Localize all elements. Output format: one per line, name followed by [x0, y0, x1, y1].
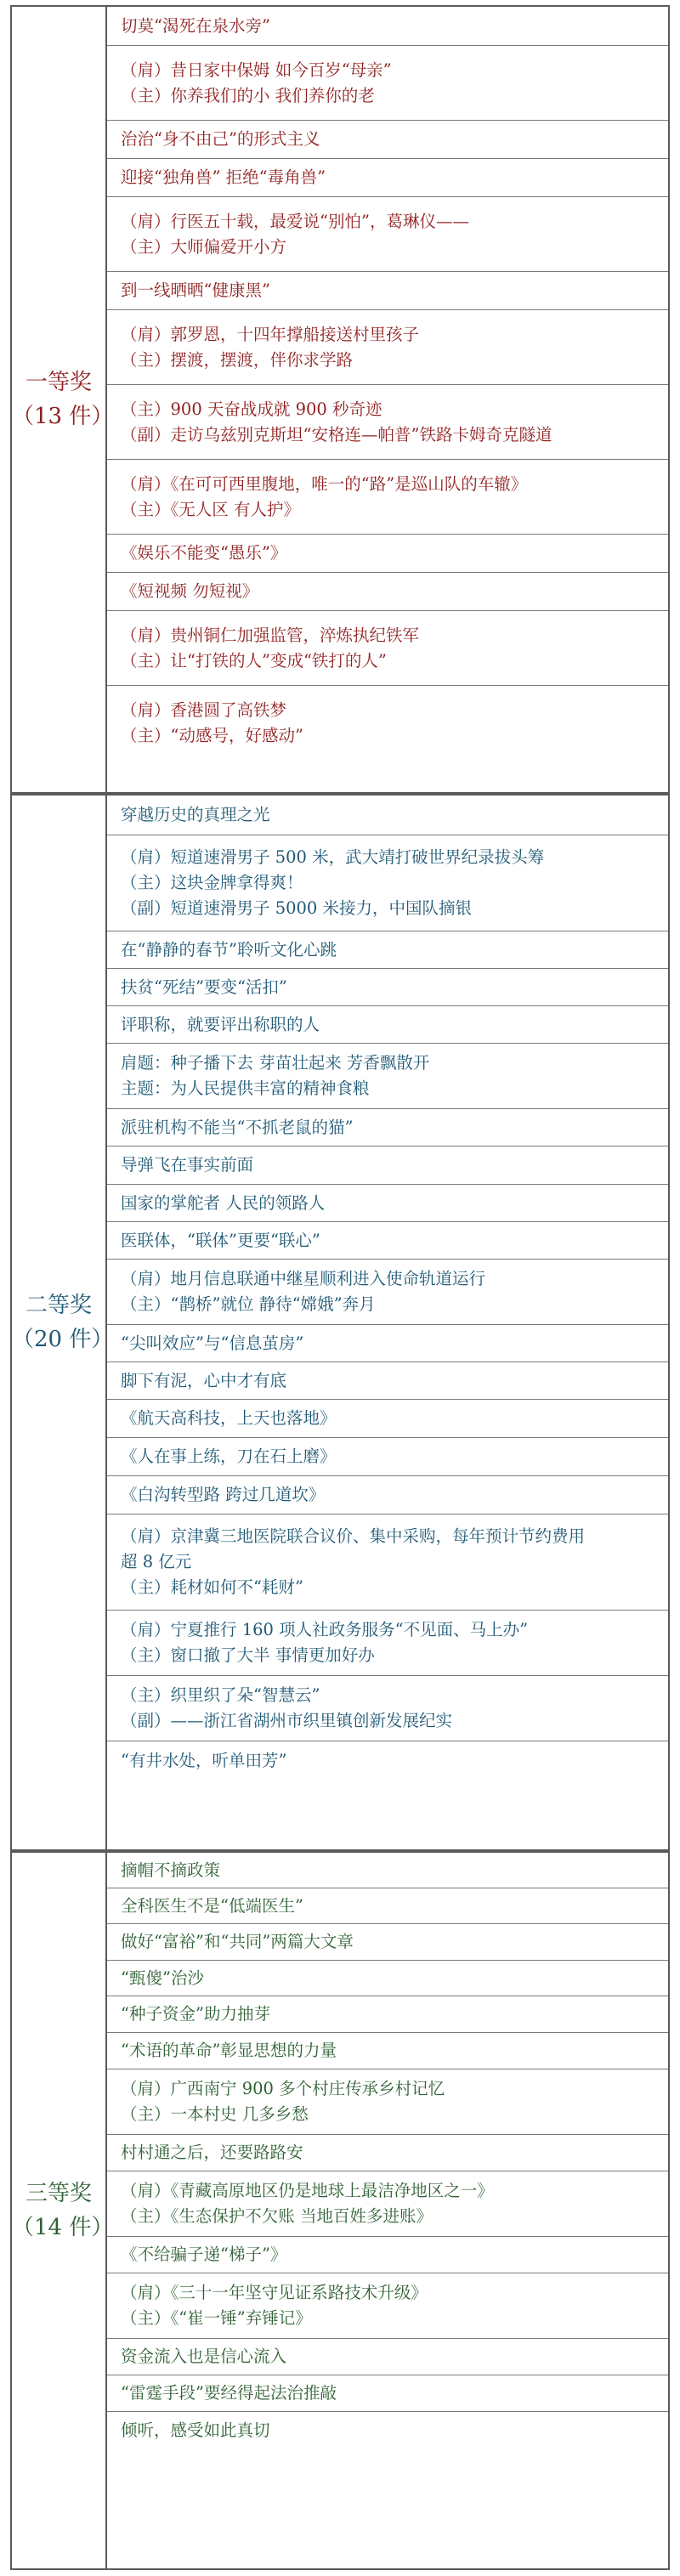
- entry-row: [107, 196, 668, 271]
- entry-row: [107, 685, 668, 760]
- entry-title-line: （主）一本村史 几多乡愁: [121, 2104, 309, 2124]
- entry-row: [107, 158, 668, 196]
- award-tier-name: 一等奖: [25, 370, 92, 395]
- award-tier-label: [12, 1853, 114, 2568]
- entry-title-line: 到一线晒晒“健康黑”: [121, 280, 270, 300]
- award-tier-name: 三等奖: [25, 2181, 92, 2206]
- entry-title-line: 《不给骗子递“梯子”》: [121, 2245, 287, 2264]
- award-tier-count: （13 件）: [12, 404, 114, 429]
- entry-title-line: 切莫“渴死在泉水旁”: [121, 15, 270, 36]
- entry-title-line: 导弹飞在事实前面: [121, 1155, 254, 1175]
- entry-row: [107, 1437, 668, 1475]
- entry-list: [107, 795, 668, 1849]
- entry-title-line: 迎接“独角兽” 拒绝“毒角兽”: [121, 167, 326, 187]
- award-tier-label: [12, 795, 114, 1849]
- award-section-second: [10, 794, 670, 1851]
- entry-title-line: （肩）短道速滑男子 500 米，武大靖打破世界纪录拔头筹: [121, 847, 545, 867]
- entry-title-line: （主）《生态保护不欠账 当地百姓多进账》: [121, 2206, 433, 2226]
- entry-title-line: “种子资金”助力抽芽: [121, 2004, 270, 2024]
- entry-list: [107, 7, 668, 792]
- entry-row: [107, 1043, 668, 1108]
- entry-row: [107, 534, 668, 572]
- entry-title-line: “甄傻”治沙: [121, 1967, 204, 1988]
- award-tier-count: （20 件）: [12, 1327, 114, 1352]
- entry-title-line: 《人在事上练，刀在石上磨》: [121, 1447, 337, 1466]
- entry-row: [107, 1399, 668, 1437]
- entry-title-line: （主）《“崔一锤”弃锤记》: [121, 2308, 312, 2328]
- entry-row: [107, 2069, 668, 2134]
- entry-row: [107, 835, 668, 931]
- entry-row: [107, 795, 668, 835]
- entry-row: [107, 1514, 668, 1610]
- entry-row: [107, 931, 668, 968]
- entry-row: [107, 271, 668, 309]
- entry-title-line: （副）走访乌兹别克斯坦“安格连—帕普”铁路卡姆奇克隧道: [121, 424, 552, 444]
- entry-row: [107, 1324, 668, 1362]
- entry-row: [107, 1610, 668, 1675]
- award-section-first: [10, 5, 670, 794]
- entry-title-line: 《白沟转型路 跨过几道坎》: [121, 1485, 326, 1504]
- entry-title-line: 评职称，就要评出称职的人: [121, 1014, 320, 1034]
- entry-title-line: 《短视频 勿短视》: [121, 581, 259, 601]
- entry-title-line: 穿越历史的真理之光: [121, 805, 270, 824]
- entry-title-line: （主）摆渡，摆渡，伴你求学路: [121, 349, 354, 370]
- entry-row: [107, 384, 668, 459]
- entry-row: [107, 1221, 668, 1259]
- award-tier-label: [12, 7, 114, 792]
- entry-row: [107, 2375, 668, 2411]
- entry-title-line: “雷霆手段”要经得起法治推敲: [121, 2383, 337, 2403]
- entry-row: [107, 45, 668, 120]
- entry-row: [107, 1996, 668, 2032]
- entry-title-line: 《航天高科技，上天也落地》: [121, 1408, 337, 1428]
- entry-title-line: “术语的革命”彰显思想的力量: [121, 2041, 337, 2060]
- entry-title-line: （主）耗材如何不“耗财”: [121, 1577, 303, 1597]
- entry-row: [107, 2032, 668, 2069]
- entry-title-line: （主）让“打铁的人”变成“铁打的人”: [121, 650, 387, 671]
- award-document: [10, 5, 670, 2570]
- entry-row: [107, 1960, 668, 1996]
- entry-title-line: （主）大师偏爱开小方: [121, 236, 287, 257]
- entry-title-line: 肩题：种子播下去 芽苗壮起来 芳香飘散开: [121, 1053, 430, 1073]
- entry-title-line: 倾听，感受如此真切: [121, 2420, 270, 2440]
- entry-title-line: （肩）《青藏高原地区仍是地球上最洁净地区之一》: [121, 2181, 494, 2200]
- entry-row: [107, 309, 668, 384]
- entry-title-line: （肩）行医五十载，最爱说“别怕”，葛琳仪——: [121, 211, 469, 231]
- entry-row: [107, 1888, 668, 1923]
- entry-row: [107, 1475, 668, 1514]
- entry-row: [107, 1184, 668, 1221]
- entry-row: [107, 1259, 668, 1324]
- entry-title-line: “有井水处，听单田芳”: [121, 1750, 287, 1770]
- entry-title-line: （肩）昔日家中保姆 如今百岁“母亲”: [121, 59, 392, 80]
- entry-title-line: （肩）《三十一年坚守见证系路技术升级》: [121, 2283, 428, 2302]
- entry-row: [107, 2338, 668, 2375]
- entry-title-line: （主）窗口撤了大半 事情更加好办: [121, 1645, 375, 1665]
- entry-title-line: （主）900 天奋战成就 900 秒奇迹: [121, 399, 382, 419]
- entry-row: [107, 610, 668, 685]
- entry-row: [107, 2273, 668, 2338]
- entry-title-line: 治治“身不由己”的形式主义: [121, 129, 320, 149]
- entry-title-line: “尖叫效应”与“信息茧房”: [121, 1333, 304, 1353]
- entry-title-line: （肩）香港圆了高铁梦: [121, 699, 287, 720]
- entry-title-line: （主）你养我们的小 我们养你的老: [121, 85, 375, 105]
- entry-title-line: 全科医生不是“低端医生”: [121, 1895, 303, 1916]
- entry-row: [107, 1146, 668, 1184]
- entry-row: [107, 572, 668, 610]
- entry-title-line: （肩）郭罗恩，十四年撑船接送村里孩子: [121, 324, 420, 344]
- entry-title-line: （肩）京津冀三地医院联合议价、集中采购，每年预计节约费用: [121, 1526, 586, 1546]
- entry-row: [107, 1675, 668, 1741]
- entry-list: [107, 1853, 668, 2568]
- entry-row: [107, 1741, 668, 1780]
- entry-title-line: 扶贫“死结”要变“活扣”: [121, 977, 287, 997]
- entry-row: [107, 1362, 668, 1399]
- entry-title-line: 摘帽不摘政策: [121, 1860, 221, 1880]
- entry-row: [107, 1923, 668, 1960]
- entry-title-line: （副）——浙江省湖州市织里镇创新发展纪实: [121, 1711, 453, 1730]
- entry-title-line: （主）《无人区 有人护》: [121, 499, 300, 519]
- entry-row: [107, 1108, 668, 1146]
- entry-title-line: 脚下有泥，心中才有底: [121, 1370, 287, 1390]
- award-section-third: [10, 1851, 670, 2570]
- entry-title-line: （主）“动感号，好感动”: [121, 725, 303, 745]
- entry-title-line: 在“静静的春节”聆听文化心跳: [121, 939, 337, 960]
- entry-title-line: （副）短道速滑男子 5000 米接力，中国队摘银: [121, 898, 473, 918]
- entry-row: [107, 120, 668, 158]
- entry-title-line: （肩）广西南宁 900 多个村庄传承乡村记忆: [121, 2079, 445, 2098]
- entry-title-line: （肩）地月信息联通中继星顺利进入使命轨道运行: [121, 1269, 486, 1288]
- entry-title-line: 村村通之后，还要路路安: [121, 2143, 303, 2162]
- entry-title-line: （肩）宁夏推行 160 项人社政务服务“不见面、马上办”: [121, 1620, 529, 1639]
- entry-title-line: 做好“富裕”和“共同”两篇大文章: [121, 1932, 354, 1951]
- entry-row: [107, 2171, 668, 2236]
- entry-title-line: （主）“鹊桥”就位 静待“嫦娥”奔月: [121, 1294, 376, 1314]
- entry-title-line: 国家的掌舵者 人民的领路人: [121, 1192, 326, 1213]
- entry-row: [107, 1853, 668, 1888]
- entry-row: [107, 2411, 668, 2449]
- entry-title-line: 派驻机构不能当“不抓老鼠的猫”: [121, 1117, 354, 1137]
- entry-title-line: （主）这块金牌拿得爽！: [121, 873, 303, 892]
- entry-row: [107, 1005, 668, 1043]
- entry-title-line: （肩）贵州铜仁加强监管，淬炼执纪铁军: [121, 625, 420, 645]
- entry-title-line: 主题：为人民提供丰富的精神食粮: [121, 1079, 370, 1098]
- entry-title-line: 医联体，“联体”更要“联心”: [121, 1230, 320, 1250]
- entry-row: [107, 7, 668, 45]
- award-tier-count: （14 件）: [12, 2215, 114, 2240]
- entry-row: [107, 2236, 668, 2273]
- entry-title-line: （肩）《在可可西里腹地，唯一的“路”是巡山队的车辙》: [121, 473, 528, 494]
- entry-title-line: 《娱乐不能变“愚乐”》: [121, 543, 287, 563]
- entry-title-line: 超 8 亿元: [121, 1552, 192, 1571]
- entry-row: [107, 459, 668, 534]
- entry-row: [107, 968, 668, 1005]
- entry-title-line: 资金流入也是信心流入: [121, 2347, 287, 2366]
- entry-title-line: （主）织里织了朵“智慧云”: [121, 1685, 320, 1705]
- entry-row: [107, 2134, 668, 2171]
- award-tier-name: 二等奖: [25, 1293, 92, 1318]
